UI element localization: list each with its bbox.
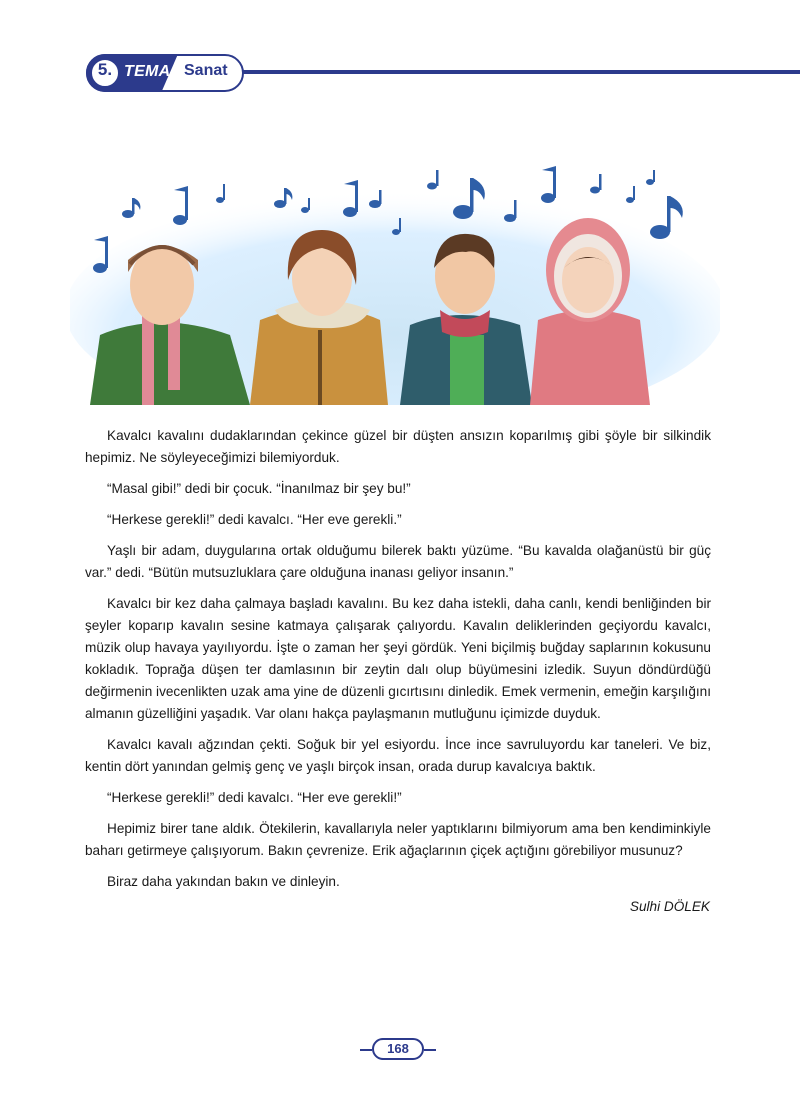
theme-title: Sanat — [184, 62, 228, 79]
unit-label: TEMA — [124, 63, 171, 80]
page-number-rule-right — [424, 1049, 436, 1051]
page-number-rule-left — [360, 1049, 372, 1051]
music-notes-illustration — [70, 160, 720, 405]
story-paragraph: Hepimiz birer tane aldık. Ötekilerin, kavallarıyla neler yaptıklarını bilmiyorum ama ben kendiminkiyle baharı getirmeye çalışıyorum. Bakın çevrenize. Erik ağaçlarının çiçek açtığını görebiliyor musunuz? — [85, 821, 711, 858]
story-paragraph: Kavalcı kavalını dudaklarından çekince güzel bir düşten ansızın koparılmış gibi şöyle bir silkindik hepimiz. Ne söyleyeceğimizi bilemiyorduk. — [85, 428, 711, 465]
story-paragraph: “Masal gibi!” dedi bir çocuk. “İnanılmaz bir şey bu!” — [107, 481, 411, 496]
page-number: 168 — [372, 1038, 424, 1060]
header-rule — [240, 70, 800, 74]
story-paragraph: Yaşlı bir adam, duygularına ortak olduğumu bilerek baktı yüzüme. “Bu kavalda olağanüstü bir güç var.” dedi. “Bütün mutsuzluklara çare olduğuna inanası geliyor insanın.” — [85, 543, 711, 580]
story-paragraph: “Herkese gerekli!” dedi kavalcı. “Her eve gerekli!” — [107, 790, 402, 805]
story-text — [85, 425, 711, 902]
story-paragraph: Biraz daha yakından bakın ve dinleyin. — [107, 874, 340, 889]
story-paragraph: “Herkese gerekli!” dedi kavalcı. “Her eve gerekli.” — [107, 512, 402, 527]
illustration — [70, 160, 720, 405]
author-name: Sulhi DÖLEK — [629, 899, 710, 914]
story-paragraph: Kavalcı kavalı ağzından çekti. Soğuk bir yel esiyordu. İnce ince savruluyordu kar taneleri. Ve biz, kentin dört yanından gelmiş genç ve yaşlı birçok insan, orada durup kavalcıya baktık. — [85, 737, 711, 774]
unit-header — [0, 0, 800, 110]
story-paragraph: Kavalcı bir kez daha çalmaya başladı kavalını. Bu kez daha istekli, daha canlı, kendi benliğinden bir şeyler koparıp kavalın sesine katmaya çalışarak çalıyordu. Kavalın deliklerinden geçiyordu kavalcı, müzik olup havaya yayılıyordu. İşte o zaman her şeyi gördük. Yeni biçilmiş buğday saplarının kokusunu kokladık. Toprağa düşen ter damlasının bir zeytin dalı olup büyümesini izledik. Suyun döndürdüğü değirmenin ivecenlikten uzak ama yine de düzenli gıcırtısını dinledik. Emek vermenin, emeğin karşılığını almanın güzelliğini yaşadık. Var olanı hakça paylaşmanın mutluğunu içimizde duyduk. — [85, 596, 711, 721]
unit-number: 5. — [97, 60, 113, 79]
